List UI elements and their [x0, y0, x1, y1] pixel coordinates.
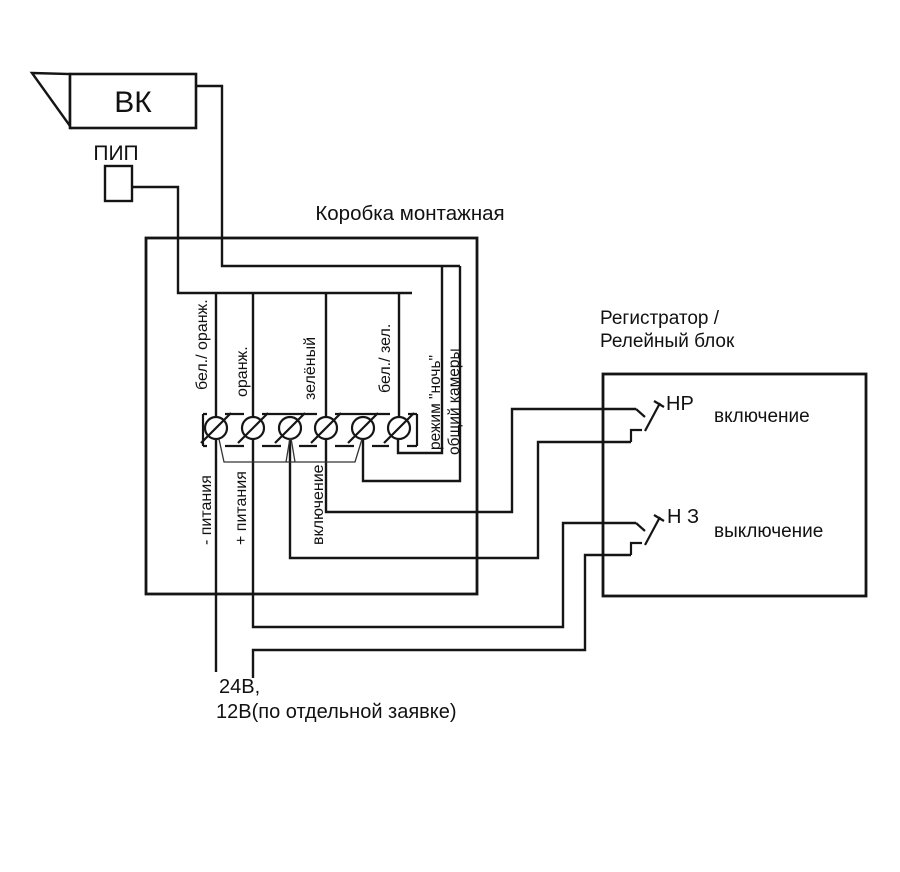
no-contact-label: НР: [666, 393, 694, 415]
power-supply-line1: 24В,: [219, 676, 261, 698]
pip-body: [105, 166, 132, 201]
nc-contact-symbol: [631, 506, 823, 555]
terminal-slash-marks: [201, 413, 414, 443]
label-power-plus: + питания: [233, 471, 250, 545]
label-switch-on-wire: включение: [310, 464, 327, 545]
label-orange: оранж.: [234, 346, 251, 397]
power-supply-note: [216, 676, 457, 723]
power-supply-line2: 12В(по отдельной заявке): [216, 701, 457, 723]
pip-label: ПИП: [93, 142, 139, 165]
wire-t4-to-no-contact: [326, 293, 636, 512]
label-green: зелёный: [302, 336, 319, 400]
no-contact-icon: [631, 401, 664, 442]
camera-lens-icon: [32, 73, 70, 126]
recorder-title-line2: Релейный блок: [600, 331, 735, 352]
terminal-strip: [201, 413, 417, 462]
pip-sensor: [93, 142, 138, 201]
recorder-title-line1: Регистратор /: [600, 308, 720, 329]
label-white-orange: бел./ оранж.: [194, 299, 211, 390]
label-night-mode: режим "ночь": [427, 354, 444, 450]
nc-contact-icon: [631, 515, 664, 555]
no-contact-symbol: [631, 393, 810, 442]
camera-symbol: [32, 73, 196, 128]
recorder-block: [600, 308, 866, 596]
camera-label: ВК: [114, 86, 152, 119]
nc-contact-label: Н З: [667, 506, 700, 528]
wire-supply-to-nc-lower: [253, 555, 631, 678]
label-white-green: бел./ зел.: [377, 323, 394, 393]
no-contact-caption: включение: [714, 406, 810, 427]
label-camera-common: общий камеры: [446, 348, 463, 455]
nc-contact-caption: выключение: [714, 521, 824, 542]
junction-box-title: Коробка монтажная: [315, 202, 505, 225]
label-power-minus: - питания: [198, 475, 215, 545]
